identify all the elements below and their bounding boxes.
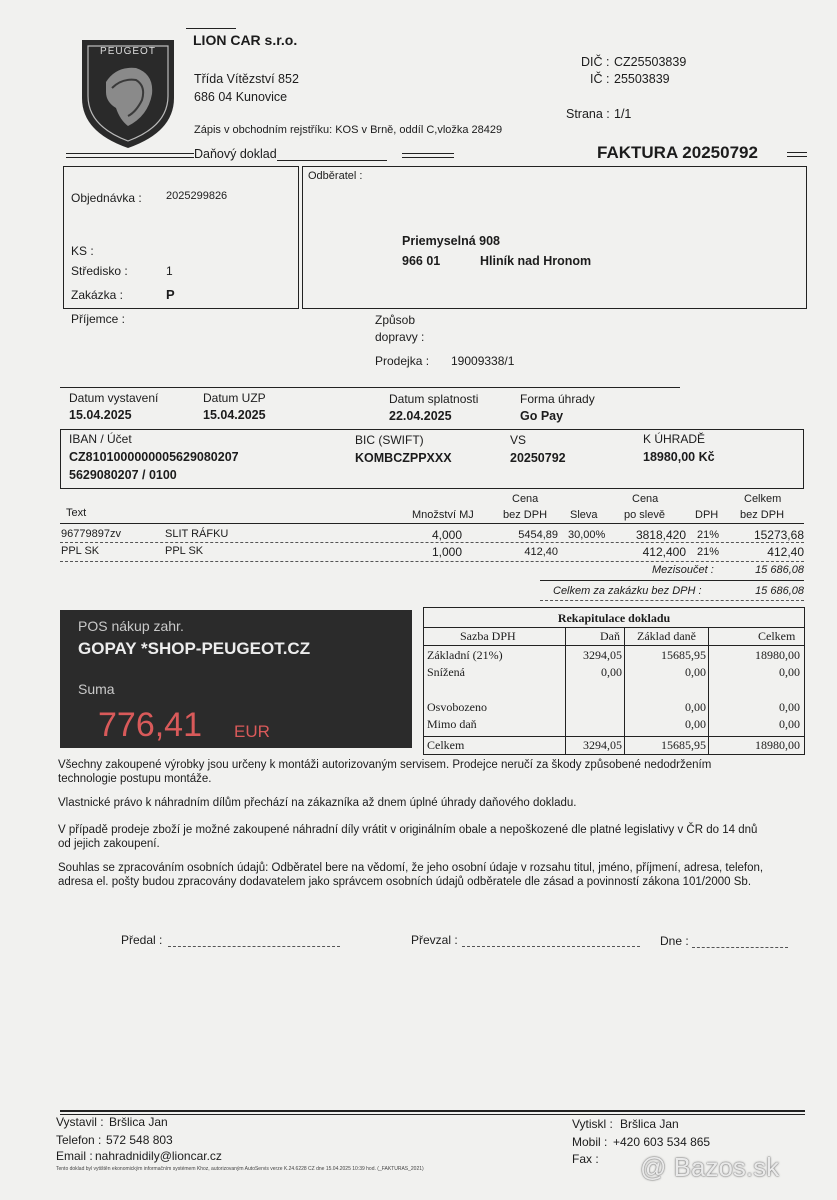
dic-value: CZ25503839 — [614, 55, 687, 69]
doc-type: Daňový doklad — [194, 147, 277, 161]
col-total-top: Celkem — [744, 493, 782, 505]
prodejka-label: Prodejka : — [375, 354, 430, 368]
item-code: 96779897zv — [61, 528, 121, 540]
recap-cell: 15685,95 — [661, 738, 706, 752]
col-text: Text — [66, 507, 87, 519]
vytiskl-label: Vytiskl : — [572, 1117, 613, 1131]
recap-header: Sazba DPH — [460, 629, 516, 643]
objednavka-label: Objednávka : — [71, 191, 142, 205]
customer-box — [302, 166, 807, 309]
recap-row-label: Celkem — [427, 738, 465, 752]
uzp-value: 15.04.2025 — [203, 408, 266, 422]
splatnost-value: 22.04.2025 — [389, 409, 452, 423]
recap-cell: 0,00 — [779, 717, 800, 731]
email-label: Email : — [56, 1149, 93, 1163]
vystavil-value: Bršlica Jan — [109, 1115, 168, 1129]
pos-amount: 776,41 — [98, 706, 202, 744]
page-label: Strana : — [566, 107, 610, 121]
fax-label: Fax : — [572, 1152, 599, 1166]
due-value: 18980,00 Kč — [643, 450, 715, 464]
dic-label: DIČ : — [581, 55, 610, 69]
vystaveni-label: Datum vystavení — [69, 391, 159, 405]
ic-label: IČ : — [590, 72, 610, 86]
telefon-value: 572 548 803 — [106, 1133, 173, 1147]
col-qty: Množství MJ — [412, 509, 474, 521]
email-value: nahradnidily@lioncar.cz — [95, 1149, 222, 1163]
footer-tiny: Tento doklad byl vytištěn ekonomickým informačním systémem Khoz, autorizovaným AutoServis verze K.24.6228 CZ dne 15.04.2025 10:39 hod. (_FAKTURAS_2021) — [56, 1166, 424, 1172]
pos-suma-label: Suma — [78, 681, 115, 697]
recap-header: Daň — [600, 629, 620, 643]
recap-header: Celkem — [758, 629, 796, 643]
objednavka-value: 2025299826 — [166, 190, 228, 202]
watermark-text: Bazos.sk — [673, 1152, 780, 1182]
recap-cell: 0,00 — [601, 665, 622, 679]
col-discount: Sleva — [570, 509, 598, 521]
bic-label: BIC (SWIFT) — [355, 433, 424, 447]
recap-cell: 3294,05 — [583, 648, 622, 662]
recap-header: Základ daně — [637, 629, 696, 643]
dopravy-label: dopravy : — [375, 330, 425, 344]
recap-row-label: Snížená — [427, 665, 465, 679]
invoice-title: FAKTURA 20250792 — [597, 143, 758, 162]
recap-cell: 18980,00 — [755, 648, 800, 662]
vystavil-label: Vystavil : — [56, 1115, 104, 1129]
ic-value: 25503839 — [614, 72, 670, 86]
item-vat: 21% — [697, 546, 720, 558]
ks-label: KS : — [71, 244, 94, 258]
recap-cell: 0,00 — [685, 700, 706, 714]
pos-receipt-overlay — [60, 610, 412, 748]
col-total-bottom: bez DPH — [740, 509, 785, 521]
recap-cell: 3294,05 — [583, 738, 622, 752]
note-returns: V případě prodeje zboží je možné zakoupené náhradní díly vrátit v originálním obale a nepoškozené dle platné legislativy v ČR do 14 dnů od jejich zakoupení. — [58, 824, 758, 850]
forma-value: Go Pay — [520, 409, 564, 423]
zpusob-label: Způsob — [375, 313, 416, 327]
mezisoucet-label: Mezisoučet : — [652, 564, 714, 576]
zakazka-value: P — [166, 287, 175, 302]
mezisoucet-value: 15 686,08 — [755, 564, 804, 576]
item-discount: 30,00% — [568, 529, 606, 541]
mobil-value: +420 603 534 865 — [613, 1135, 711, 1149]
item-after: 412,400 — [642, 545, 686, 559]
recap-cell: 18980,00 — [755, 738, 800, 752]
prodejka-value: 19009338/1 — [451, 354, 515, 368]
col-price-bottom: bez DPH — [503, 509, 548, 521]
predal-label: Předal : — [121, 933, 163, 947]
zakazka-total-label: Celkem za zakázku bez DPH : — [553, 585, 702, 597]
seller-city: 686 04 Kunovice — [194, 90, 288, 104]
item-name: SLIT RÁFKU — [165, 528, 229, 540]
note-assembly: Všechny zakoupené výrobky jsou určeny k montáži autorizovaným servisem. Prodejce neručí za škody způsobené nedodržením technologie postupu montáže. — [58, 759, 712, 785]
telefon-label: Telefon : — [56, 1133, 102, 1147]
stredisko-label: Středisko : — [71, 264, 128, 278]
recap-cell: 0,00 — [779, 700, 800, 714]
note-gdpr: Souhlas se zpracováním osobních údajů: Odběratel bere na vědomí, že jeho osobní údaje v rozsahu titul, jméno, příjmení, adresa, telefon, adresa el. pošty budou zpracovány dodavatelem jako správcem osobních údajů odběratele dle zásad a povinností zákona 101/2000 Sb. — [58, 862, 764, 888]
seller-registry: Zápis v obchodním rejstříku: KOS v Brně, oddíl C,vložka 28429 — [194, 124, 503, 136]
page-value: 1/1 — [614, 107, 632, 121]
item-price: 5454,89 — [518, 529, 558, 541]
bic-value: KOMBCZPPXXX — [355, 451, 452, 465]
forma-label: Forma úhrady — [520, 392, 595, 406]
zakazka-total-value: 15 686,08 — [755, 585, 804, 597]
mobil-label: Mobil : — [572, 1135, 608, 1149]
customer-city: Hliník nad Hronom — [480, 254, 592, 268]
item-name: PPL SK — [165, 545, 204, 557]
customer-label: Odběratel : — [308, 170, 363, 182]
pos-line1: POS nákup zahr. — [78, 618, 184, 634]
logo-text: PEUGEOT — [100, 46, 156, 57]
vs-value: 20250792 — [510, 451, 566, 465]
item-vat: 21% — [697, 529, 720, 541]
pos-merchant: GOPAY *SHOP-PEUGEOT.CZ — [78, 639, 311, 658]
recap-row-label: Základní (21%) — [427, 648, 503, 662]
item-after: 3818,420 — [635, 528, 686, 542]
recap-cell: 0,00 — [779, 665, 800, 679]
recap-cell: 15685,95 — [661, 648, 706, 662]
recap-cell: 0,00 — [685, 717, 706, 731]
uzp-label: Datum UZP — [203, 391, 266, 405]
iban-value: CZ8101000000005629080207 — [69, 450, 239, 464]
pos-currency: EUR — [234, 722, 270, 741]
vystaveni-value: 15.04.2025 — [69, 408, 132, 422]
item-total: 412,40 — [767, 545, 804, 559]
zakazka-label: Zakázka : — [71, 288, 124, 302]
prevzal-label: Převzal : — [411, 933, 458, 947]
item-total: 15273,68 — [753, 528, 804, 542]
note-ownership: Vlastnické právo k náhradním dílům přechází na zákazníka až dnem úplné úhrady daňového dokladu. — [58, 797, 577, 809]
customer-street: Priemyselná 908 — [402, 234, 500, 248]
col-after-bottom: po slevě — [624, 509, 665, 521]
col-after-top: Cena — [632, 493, 659, 505]
seller-name: LION CAR s.r.o. — [193, 32, 298, 48]
stredisko-value: 1 — [166, 264, 173, 278]
recap-cell: 0,00 — [685, 665, 706, 679]
col-price-top: Cena — [512, 493, 539, 505]
customer-zip: 966 01 — [402, 254, 441, 268]
vs-label: VS — [510, 433, 527, 447]
account-value: 5629080207 / 0100 — [69, 468, 177, 482]
splatnost-label: Datum splatnosti — [389, 392, 479, 406]
item-qty: 1,000 — [431, 545, 462, 559]
at-icon: @ — [640, 1152, 667, 1182]
due-label: K ÚHRADĚ — [643, 432, 706, 446]
iban-label: IBAN / Účet — [69, 432, 132, 446]
item-code: PPL SK — [61, 545, 100, 557]
item-price: 412,40 — [524, 546, 558, 558]
recap-row-label: Mimo daň — [427, 717, 477, 731]
prijemce-label: Příjemce : — [71, 312, 126, 326]
seller-street: Třída Vítězství 852 — [194, 72, 299, 86]
peugeot-logo — [76, 36, 180, 150]
vytiskl-value: Bršlica Jan — [620, 1117, 679, 1131]
col-vat: DPH — [695, 509, 719, 521]
recap-title: Rekapitulace dokladu — [557, 611, 671, 625]
recap-row-label: Osvobozeno — [427, 700, 487, 714]
dne-label: Dne : — [660, 934, 689, 948]
item-qty: 4,000 — [431, 528, 462, 542]
recap-table — [423, 607, 805, 755]
bazos-watermark — [640, 1152, 779, 1183]
